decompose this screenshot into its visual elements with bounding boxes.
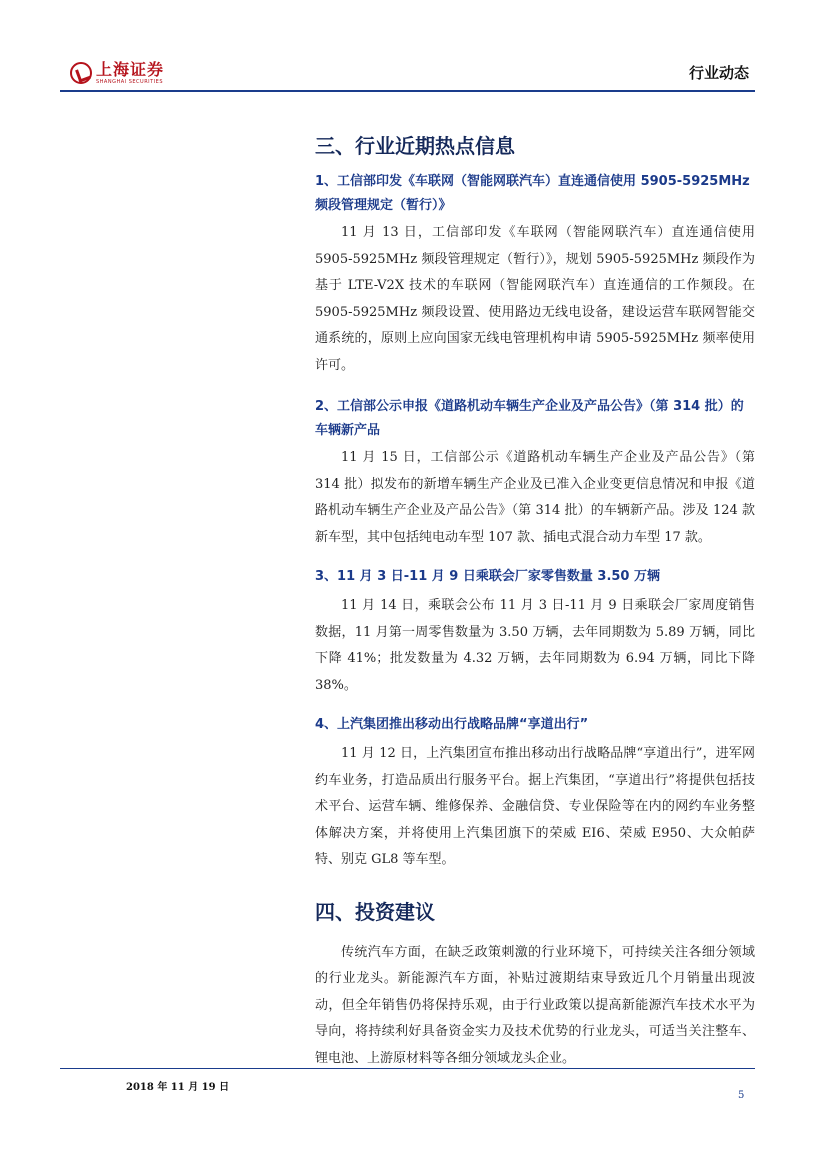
item1-title: 1、工信部印发《车联网（智能网联汽车）直连通信使用 5905-5925MHz 频段管理规定（暂行）》 [315,174,750,213]
item2-body: 11 月 15 日，工信部公示《道路机动车辆生产企业及产品公告》（第 314 批）拟发布的新增车辆生产企业及已准入企业变更信息情况和申报《道路机动车辆生产企业及产品公告》（第 314 批）的车辆新产品。涉及 124 款新车型，其中包括纯电动车型 107 款、插电式混合动力车型 17 款。 [315,450,755,545]
page-number: 5 [738,1090,745,1101]
heading-investment-advice: 四、投资建议 [315,899,435,924]
shanghai-securities-logo [70,56,164,90]
header-divider [60,90,755,92]
item3-body: 11 月 14 日，乘联会公布 11 月 3 日-11 月 9 日乘联会厂家周度销售数据，11 月第一周零售数量为 3.50 万辆，去年同期数为 5.89 万辆，同比下降 41%；批发数量为 4.32 万辆，去年同期数为 6.94 万辆，同比下降 38%。 [315,598,755,693]
investment-advice-body: 传统汽车方面，在缺乏政策刺激的行业环境下，可持续关注各细分领域的行业龙头。新能源汽车方面，补贴过渡期结束导致近几个月销量出现波动，但全年销售仍将保持乐观，由于行业政策以提高新能源汽车技术水平为导向，将持续利好具备资金实力及技术优势的行业龙头，可适当关注整车、锂电池、上游原材料等各细分领域龙头企业。 [315,944,755,1066]
logo-emblem-icon [70,62,92,84]
main-content [315,128,755,1072]
item4-body: 11 月 12 日，上汽集团宣布推出移动出行战略品牌“享道出行”，进军网约车业务，打造品质出行服务平台。据上汽集团，“享道出行”将提供包括技术平台、运营车辆、维修保养、金融信贷、专业保险等在内的网约车业务整体解决方案，并将使用上汽集团旗下的荣威 EI6、荣威 E950、大众帕萨特、别克 GL8 等车型。 [315,746,755,867]
logo-english-name: SHANGHAI SECURITIES [96,78,164,85]
item2-title: 2、工信部公示申报《道路机动车辆生产企业及产品公告》（第 314 批）的车辆新产品 [315,399,744,438]
item3-title: 3、11 月 3 日-11 月 9 日乘联会厂家零售数量 3.50 万辆 [315,569,660,584]
item4-title: 4、上汽集团推出移动出行战略品牌“享道出行” [315,717,589,732]
logo-chinese-name: 上海证券 [96,59,165,79]
page-header [60,50,755,90]
footer-date: 2018 年 11 月 19 日 [126,1082,230,1093]
footer-divider [60,1068,755,1069]
header-section-title: 行业动态 [688,64,749,82]
heading-hot-info: 三、行业近期热点信息 [315,134,515,158]
item1-body: 11 月 13 日，工信部印发《车联网（智能网联汽车）直连通信使用 5905-5925MHz 频段管理规定（暂行）》，规划 5905-5925MHz 频段作为基于 LTE-V2X 技术的车联网（智能网联汽车）直连通信的工作频段。在 5905-5925MHz 频段设置、使用路边无线电设备，建设运营车联网智能交通系统的，原则上应向国家无线电管理机构申请 5905-5925MHz 频率使用许可。 [315,225,755,373]
